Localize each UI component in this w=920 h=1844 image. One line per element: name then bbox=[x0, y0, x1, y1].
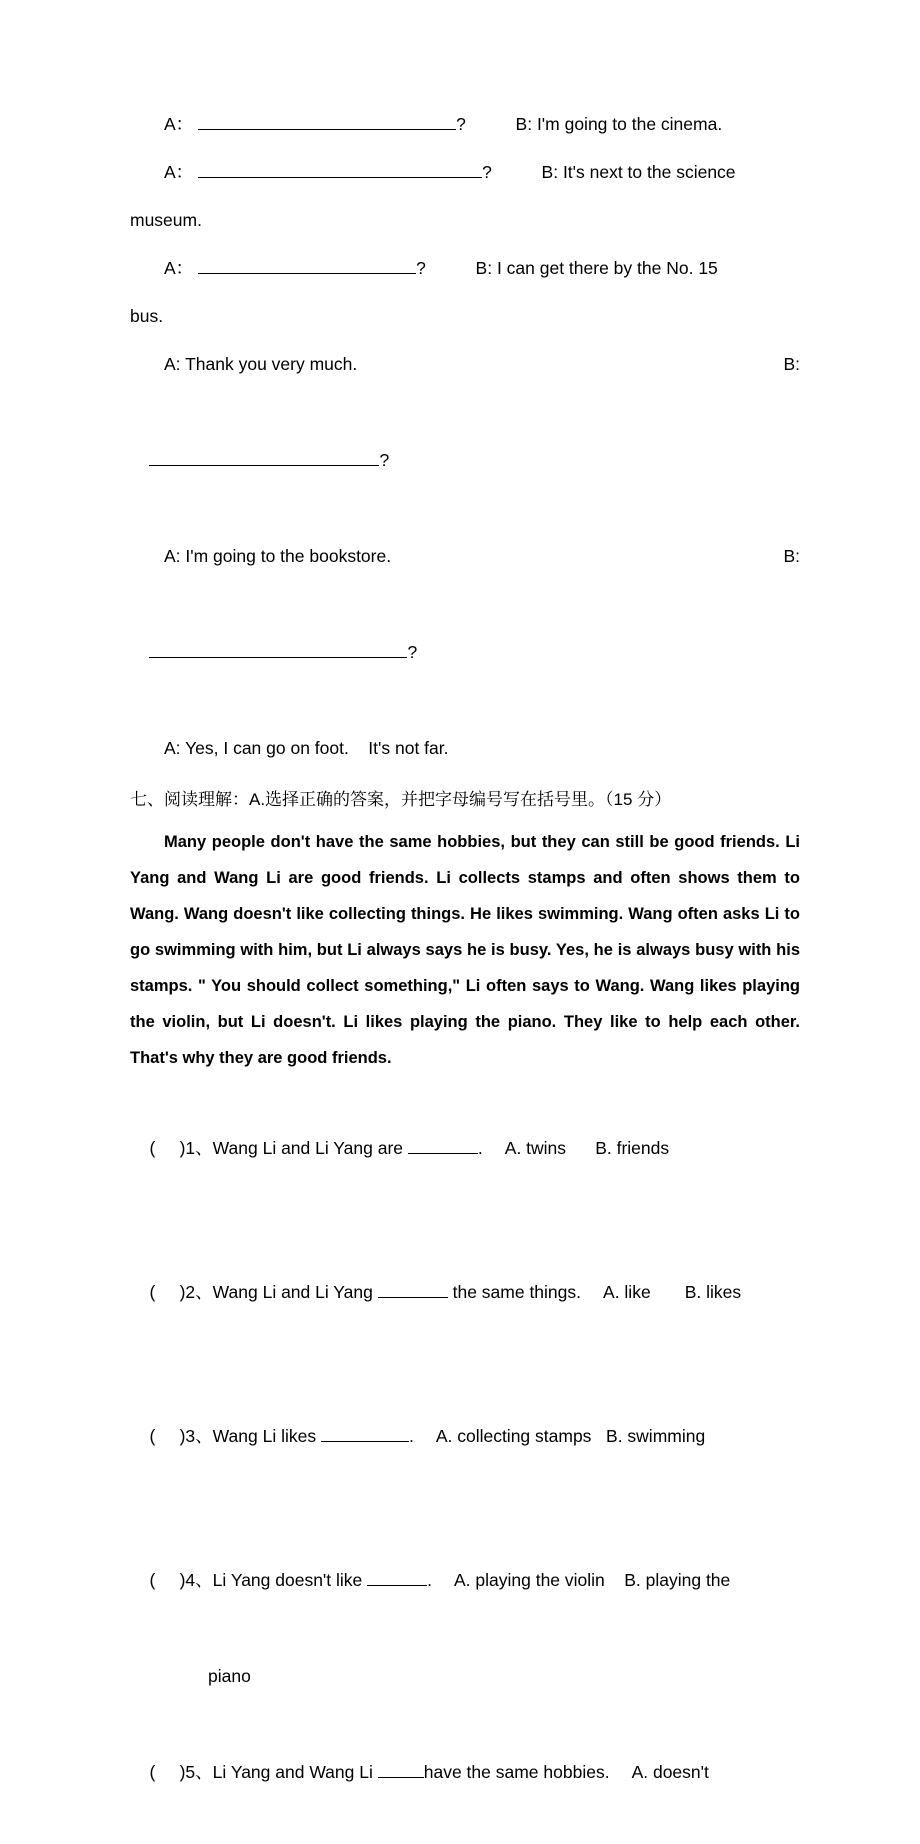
question-item-1 bbox=[130, 1076, 800, 1220]
dialogue-1-b-text: B: I'm going to the cinema. bbox=[515, 114, 723, 134]
question-4-stem-after: . bbox=[427, 1570, 432, 1590]
dialogue-line-3-continuation: bus. bbox=[130, 306, 164, 326]
question-5-stem-before: Li Yang and Wang Li bbox=[212, 1762, 378, 1782]
question-2-stem-after: the same things. bbox=[447, 1282, 582, 1302]
dialogue-line-2 bbox=[130, 148, 800, 196]
answer-blank-1[interactable] bbox=[198, 112, 456, 130]
question-5-number: 5、 bbox=[185, 1762, 213, 1782]
question-3-blank[interactable] bbox=[321, 1424, 409, 1442]
question-5-stem-after: have the same hobbies. bbox=[423, 1762, 610, 1782]
question-1-stem-before: Wang Li and Li Yang are bbox=[212, 1138, 408, 1158]
dialogue-line-2-continuation: museum. bbox=[130, 210, 202, 230]
question-2-number: 2、 bbox=[185, 1282, 213, 1302]
dialogue-3-b-text: B: I can get there by the No. 15 bbox=[475, 258, 718, 278]
section-heading-seven: 七、阅读理解：A.选择正确的答案，并把字母编号写在括号里。（15 分） bbox=[130, 790, 672, 809]
dialogue-line-3 bbox=[130, 244, 800, 292]
question-3-options: A. collecting stamps B. swimming bbox=[435, 1426, 706, 1446]
question-3-stem-after: . bbox=[408, 1426, 414, 1446]
question-2-options: A. like B. likes bbox=[603, 1282, 742, 1302]
reading-passage bbox=[130, 824, 800, 1076]
dialogue-line-4 bbox=[130, 340, 800, 388]
dialogue-line-4-blank-row bbox=[130, 388, 800, 532]
question-5-bracket[interactable]: ( ) bbox=[149, 1762, 186, 1782]
question-5-options: A. doesn't bbox=[631, 1762, 709, 1782]
question-4-blank[interactable] bbox=[367, 1568, 427, 1586]
answer-blank-4[interactable] bbox=[149, 448, 379, 466]
dialogue-line-1 bbox=[130, 100, 800, 148]
dialogue-line-6: A: Yes, I can go on foot. It's not far. bbox=[164, 738, 449, 758]
answer-blank-5[interactable] bbox=[149, 640, 407, 658]
question-item-2 bbox=[130, 1220, 800, 1364]
question-4-stem-before: Li Yang doesn't like bbox=[212, 1570, 368, 1590]
question-3-stem-before: Wang Li likes bbox=[212, 1426, 321, 1446]
dialogue-4-b-label: B: bbox=[783, 354, 800, 374]
dialogue-3-suffix: ? bbox=[416, 258, 426, 278]
dialogue-3-a-prefix: A： bbox=[164, 258, 194, 278]
dialogue-5-suffix: ? bbox=[407, 642, 418, 662]
dialogue-2-suffix: ? bbox=[482, 162, 492, 182]
question-1-bracket[interactable]: ( ) bbox=[149, 1138, 186, 1158]
question-2-bracket[interactable]: ( ) bbox=[149, 1282, 186, 1302]
question-5-blank[interactable] bbox=[378, 1760, 424, 1778]
question-4-continuation: piano bbox=[208, 1666, 251, 1686]
reading-passage-text: Many people don't have the same hobbies, but they can still be good friends. Li Yang and Wang Li are good friends. Li collects stamps and often shows them to Wang. Wang doesn't like collecting things. He likes swimming. Wang often asks Li to go swimming with him, but Li always says he is busy. Yes, he is always busy with his stamps. " You should collect something," Li often says to Wang. Wang likes playing the violin, but Li doesn't. Li likes playing the piano. They like to help each other. That's why they are good friends. bbox=[130, 833, 800, 1067]
answer-blank-2[interactable] bbox=[198, 160, 482, 178]
dialogue-4-suffix: ? bbox=[379, 450, 390, 470]
question-item-5 bbox=[130, 1700, 800, 1844]
dialogue-2-b-text: B: It's next to the science bbox=[541, 162, 736, 182]
question-item-4 bbox=[130, 1508, 800, 1652]
question-2-blank[interactable] bbox=[378, 1280, 448, 1298]
dialogue-5-b-label: B: bbox=[783, 546, 800, 566]
question-1-options: A. twins B. friends bbox=[504, 1138, 670, 1158]
question-4-number: 4、 bbox=[185, 1570, 213, 1590]
dialogue-5-a-text: A: I'm going to the bookstore. bbox=[164, 546, 392, 566]
dialogue-line-5 bbox=[130, 532, 800, 580]
question-2-stem-before: Wang Li and Li Yang bbox=[212, 1282, 378, 1302]
dialogue-4-a-text: A: Thank you very much. bbox=[164, 354, 358, 374]
question-3-bracket[interactable]: ( ) bbox=[149, 1426, 186, 1446]
question-item-3 bbox=[130, 1364, 800, 1508]
answer-blank-3[interactable] bbox=[198, 256, 416, 274]
dialogue-line-5-blank-row bbox=[130, 580, 800, 724]
question-1-stem-after: . bbox=[477, 1138, 483, 1158]
dialogue-1-suffix: ? bbox=[456, 114, 466, 134]
question-1-number: 1、 bbox=[185, 1138, 213, 1158]
question-1-blank[interactable] bbox=[408, 1136, 478, 1154]
dialogue-2-a-prefix: A： bbox=[164, 162, 194, 182]
dialogue-1-a-prefix: A： bbox=[164, 114, 194, 134]
question-3-number: 3、 bbox=[185, 1426, 213, 1446]
question-4-bracket[interactable]: ( ) bbox=[149, 1570, 186, 1590]
question-4-options: A. playing the violin B. playing the bbox=[454, 1570, 731, 1590]
